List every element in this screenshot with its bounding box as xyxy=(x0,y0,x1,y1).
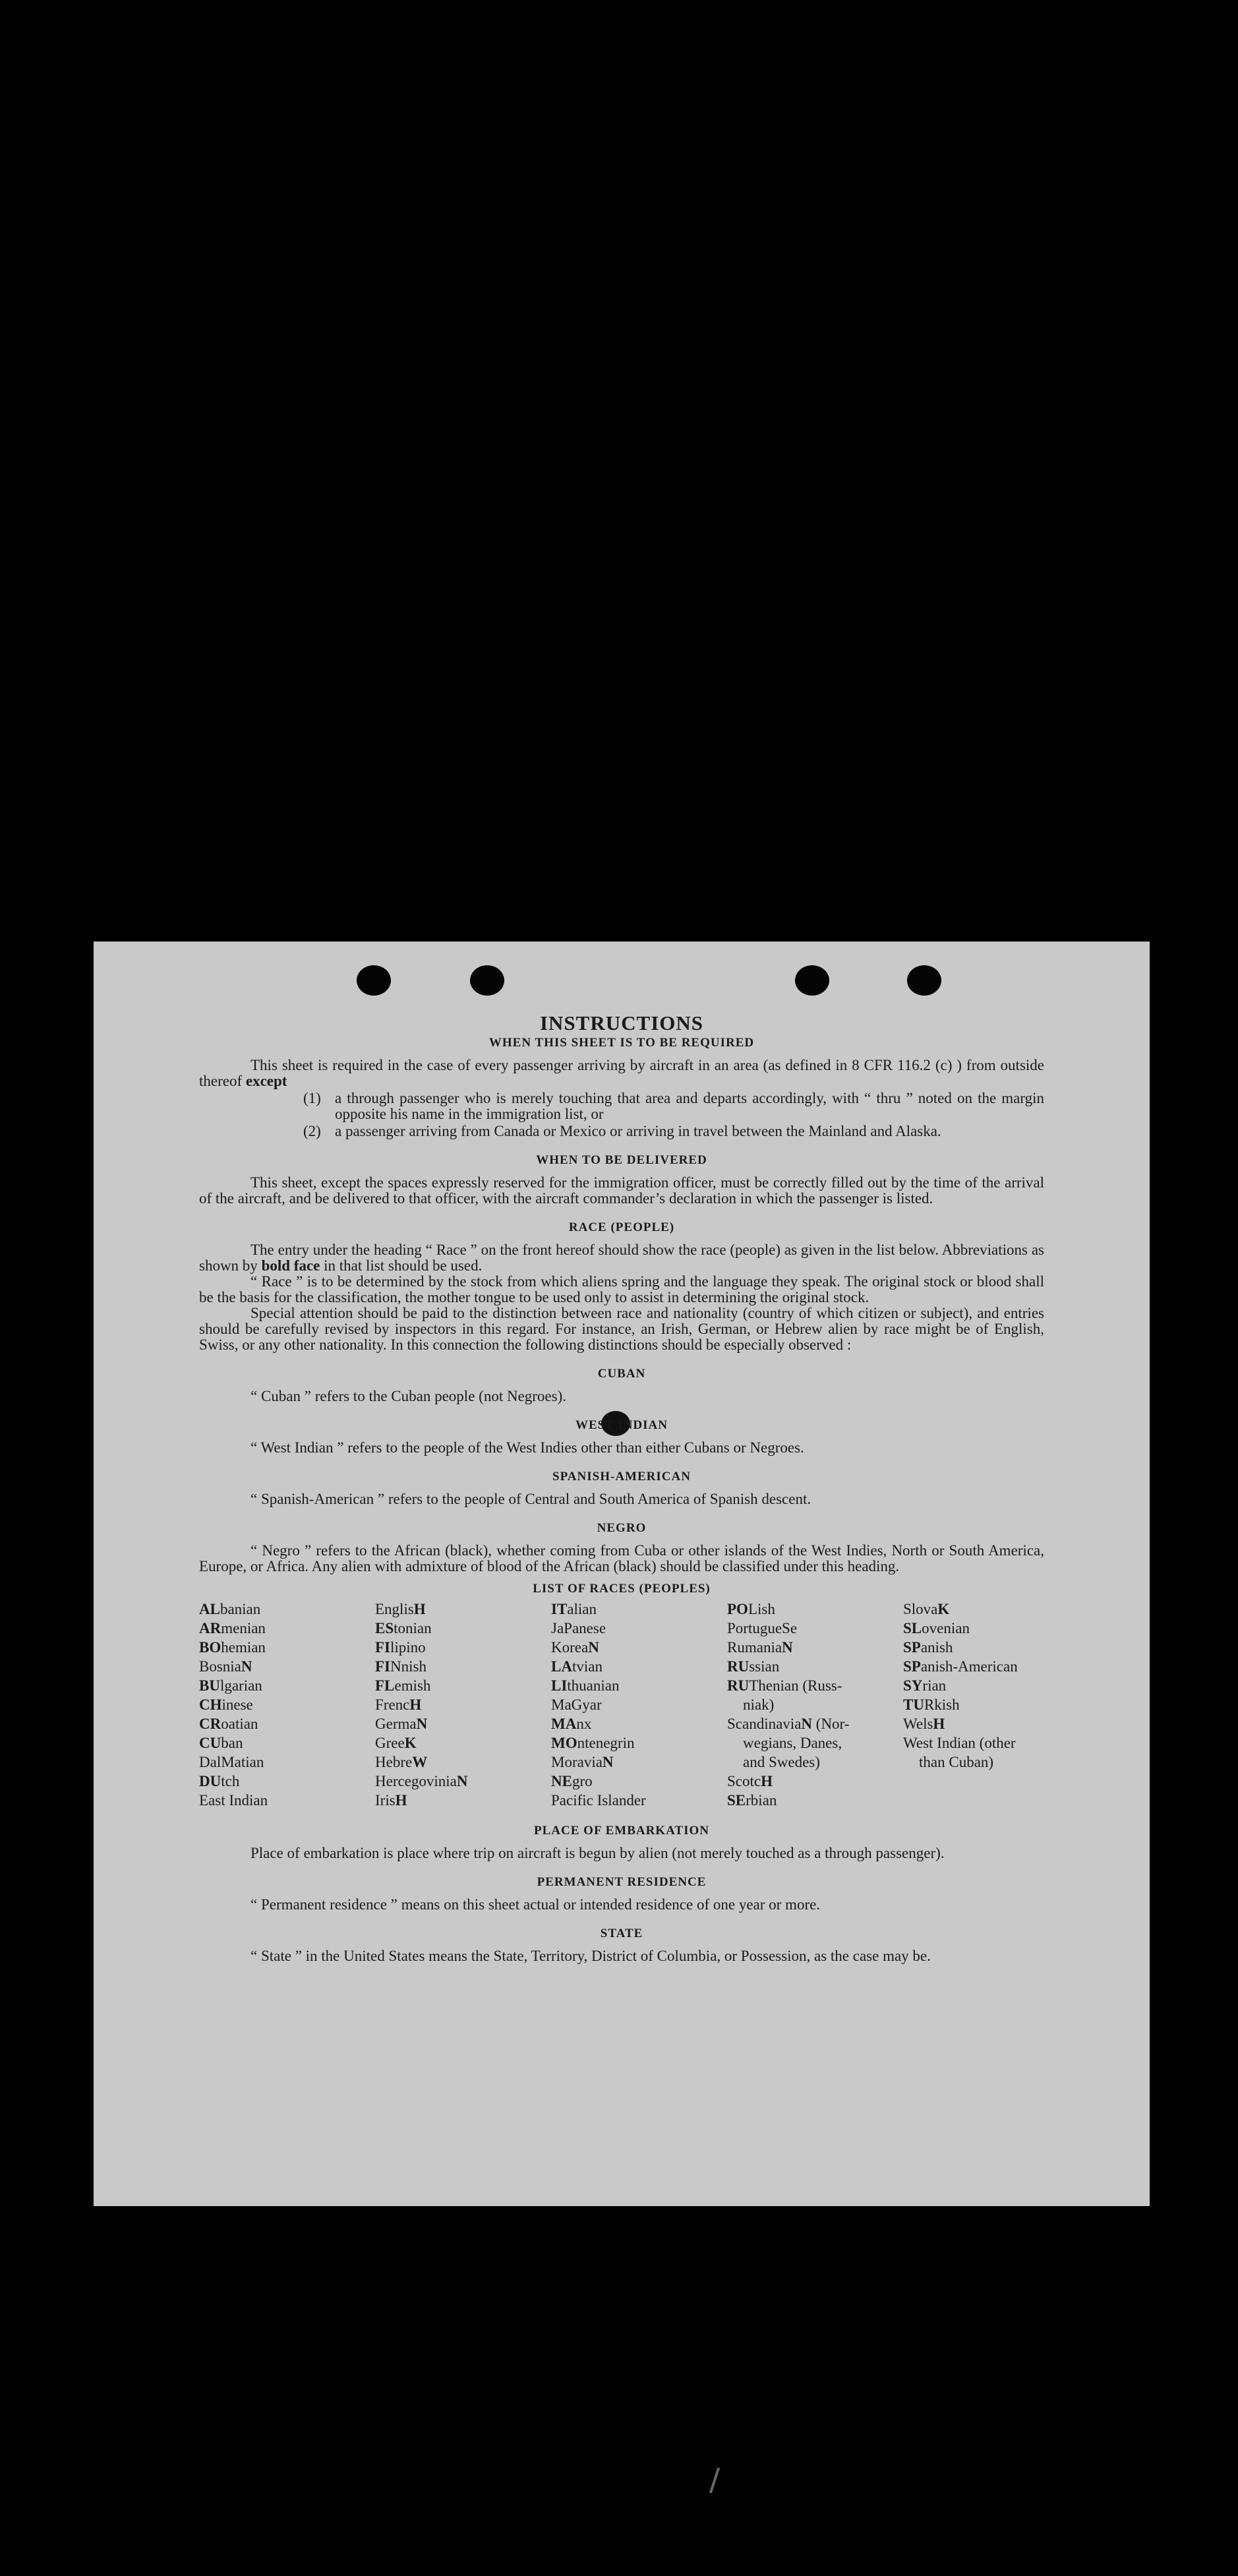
heading-negro: NEGRO xyxy=(597,1521,647,1535)
para-race-1: The entry under the heading “ Race ” on the front hereof should show the race (people) as given in the list below. Abbreviations as shown by bold face in that list should be used. xyxy=(199,1242,1044,1274)
punch-hole xyxy=(470,965,504,996)
race-entry: ITalian xyxy=(551,1601,597,1617)
exception-item: (2) a passenger arriving from Canada or Mexico or arriving in travel between the Mainland and Alaska. xyxy=(303,1123,941,1139)
document-sheet xyxy=(94,942,1150,2206)
race-entry: CUban xyxy=(199,1735,243,1751)
race-entry: EnglisH xyxy=(375,1601,426,1617)
race-entry: HebreW xyxy=(375,1754,428,1770)
race-entry: wegians, Danes, xyxy=(743,1735,842,1751)
race-entry: SlovaK xyxy=(903,1601,950,1617)
punch-hole xyxy=(357,965,391,996)
race-entry: BosniaN xyxy=(199,1658,252,1675)
race-entry: East Indian xyxy=(199,1792,268,1809)
race-entry: IrisH xyxy=(375,1792,407,1809)
races-column xyxy=(551,1600,727,1810)
race-entry: Pacific Islander xyxy=(551,1792,646,1809)
races-column xyxy=(199,1600,375,1810)
race-entry: GermaN xyxy=(375,1716,428,1732)
race-entry: PortugueSe xyxy=(727,1620,798,1636)
para-cuban: “ Cuban ” refers to the Cuban people (not Negroes). xyxy=(251,1388,567,1404)
para-west-indian: “ West Indian ” refers to the people of the West Indies other than either Cubans or Negroes. xyxy=(251,1439,804,1456)
para-when-required: This sheet is required in the case of every passenger arriving by aircraft in an area (as defined in 8 CFR 116.2 (c) ) from outside thereof except xyxy=(199,1057,1044,1089)
heading-spanish-american: SPANISH-AMERICAN xyxy=(552,1470,691,1483)
race-entry: RUssian xyxy=(727,1658,780,1675)
race-entry: MOntenegrin xyxy=(551,1735,635,1751)
race-entry: DUtch xyxy=(199,1773,240,1789)
races-list xyxy=(199,1600,1044,1810)
heading-state: STATE xyxy=(600,1927,643,1940)
page-title: INSTRUCTIONS xyxy=(539,1011,703,1034)
heading-when-delivered: WHEN TO BE DELIVERED xyxy=(536,1153,707,1167)
races-column xyxy=(903,1600,1044,1810)
para-race-3: Special attention should be paid to the distinction between race and nationality (country of which citizen or subject), and entries should be carefully revised by inspectors in this regard. For instance, an Irish, German, or Hebrew alien by race might be of English, Swiss, or any other nationality. In this connection the following distinctions should be especially observed : xyxy=(199,1305,1044,1353)
para-negro: “ Negro ” refers to the African (black), whether coming from Cuba or other islands of the West Indies, North or South America, Europe, or Africa. Any alien with admixture of blood of the African (black) should be classified under this heading. xyxy=(199,1542,1044,1574)
para-race-2: “ Race ” is to be determined by the stock from which aliens spring and the language they speak. The original stock or blood shall be the basis for the classification, the mother tongue to be used only to assist in determining the original stock. xyxy=(199,1273,1044,1305)
race-entry: BOhemian xyxy=(199,1639,266,1656)
race-entry: JaPanese xyxy=(551,1620,606,1636)
exception-item: (1) a through passenger who is merely touching that area and departs accordingly, with “ thru ” noted on the margin opposite his name in the immigration list, or xyxy=(303,1090,1044,1122)
heading-race: RACE (PEOPLE) xyxy=(568,1220,675,1234)
race-entry: ALbanian xyxy=(199,1601,261,1617)
race-entry: SErbian xyxy=(727,1792,777,1809)
para-state: “ State ” in the United States means the State, Territory, District of Columbia, or Possession, as the case may be. xyxy=(251,1948,931,1964)
race-entry: RUThenian (Russ- xyxy=(727,1677,842,1694)
race-entry: and Swedes) xyxy=(743,1754,820,1770)
race-entry: SYrian xyxy=(903,1677,947,1694)
race-entry: FINnish xyxy=(375,1658,427,1675)
heading-when-required: WHEN THIS SHEET IS TO BE REQUIRED xyxy=(488,1036,755,1050)
race-entry: CRoatian xyxy=(199,1716,258,1732)
race-entry: RumaniaN xyxy=(727,1639,793,1656)
heading-embarkation: PLACE OF EMBARKATION xyxy=(534,1824,709,1838)
heading-cuban: CUBAN xyxy=(597,1367,646,1381)
heading-west-indian: WEST INDIAN xyxy=(575,1418,668,1432)
race-entry: MoraviaN xyxy=(551,1754,614,1770)
punch-hole xyxy=(907,965,941,996)
para-when-delivered: This sheet, except the spaces expressly reserved for the immigration officer, must be correctly filled out by the time of the arrival of the aircraft, and be delivered to that officer, with the aircraft commander’s declaration in which the passenger is listed. xyxy=(199,1174,1044,1207)
race-entry: TURkish xyxy=(903,1696,960,1713)
race-entry: SPanish-American xyxy=(903,1658,1018,1675)
punch-hole xyxy=(795,965,829,996)
race-entry: WelsH xyxy=(903,1716,945,1732)
race-entry: POLish xyxy=(727,1601,775,1617)
race-entry: DalMatian xyxy=(199,1754,264,1770)
race-entry: than Cuban) xyxy=(919,1754,994,1770)
race-entry: MAnx xyxy=(551,1716,592,1732)
race-entry: niak) xyxy=(743,1696,775,1713)
race-entry: FrencH xyxy=(375,1696,422,1713)
para-embarkation: Place of embarkation is place where trip on aircraft is begun by alien (not merely touched as a through passenger). xyxy=(251,1845,945,1861)
para-residence: “ Permanent residence ” means on this sheet actual or intended residence of one year or more. xyxy=(251,1896,821,1913)
heading-residence: PERMANENT RESIDENCE xyxy=(537,1875,707,1889)
heading-races-list: LIST OF RACES (PEOPLES) xyxy=(533,1582,711,1596)
race-entry: West Indian (other xyxy=(903,1735,1016,1751)
race-entry: ScotcH xyxy=(727,1773,773,1789)
race-entry: KoreaN xyxy=(551,1639,599,1656)
scan-artifact xyxy=(709,2467,720,2493)
para-spanish-american: “ Spanish-American ” refers to the people of Central and South America of Spanish descent. xyxy=(251,1491,811,1507)
race-entry: FLemish xyxy=(375,1677,431,1694)
race-entry: EStonian xyxy=(375,1620,432,1636)
race-entry: CHinese xyxy=(199,1696,253,1713)
race-entry: LAtvian xyxy=(551,1658,603,1675)
race-entry: ARmenian xyxy=(199,1620,266,1636)
race-entry: MaGyar xyxy=(551,1696,602,1713)
race-entry: BUlgarian xyxy=(199,1677,262,1694)
race-entry: HercegoviniaN xyxy=(375,1773,468,1789)
races-column xyxy=(727,1600,903,1810)
race-entry: SPanish xyxy=(903,1639,953,1656)
race-entry: NEgro xyxy=(551,1773,593,1789)
races-column xyxy=(375,1600,551,1810)
race-entry: SLovenian xyxy=(903,1620,970,1636)
race-entry: ScandinaviaN (Nor- xyxy=(727,1716,850,1732)
race-entry: GreeK xyxy=(375,1735,417,1751)
race-entry: FIlipino xyxy=(375,1639,426,1656)
race-entry: LIthuanian xyxy=(551,1677,620,1694)
instructions-content xyxy=(199,1011,1044,1964)
